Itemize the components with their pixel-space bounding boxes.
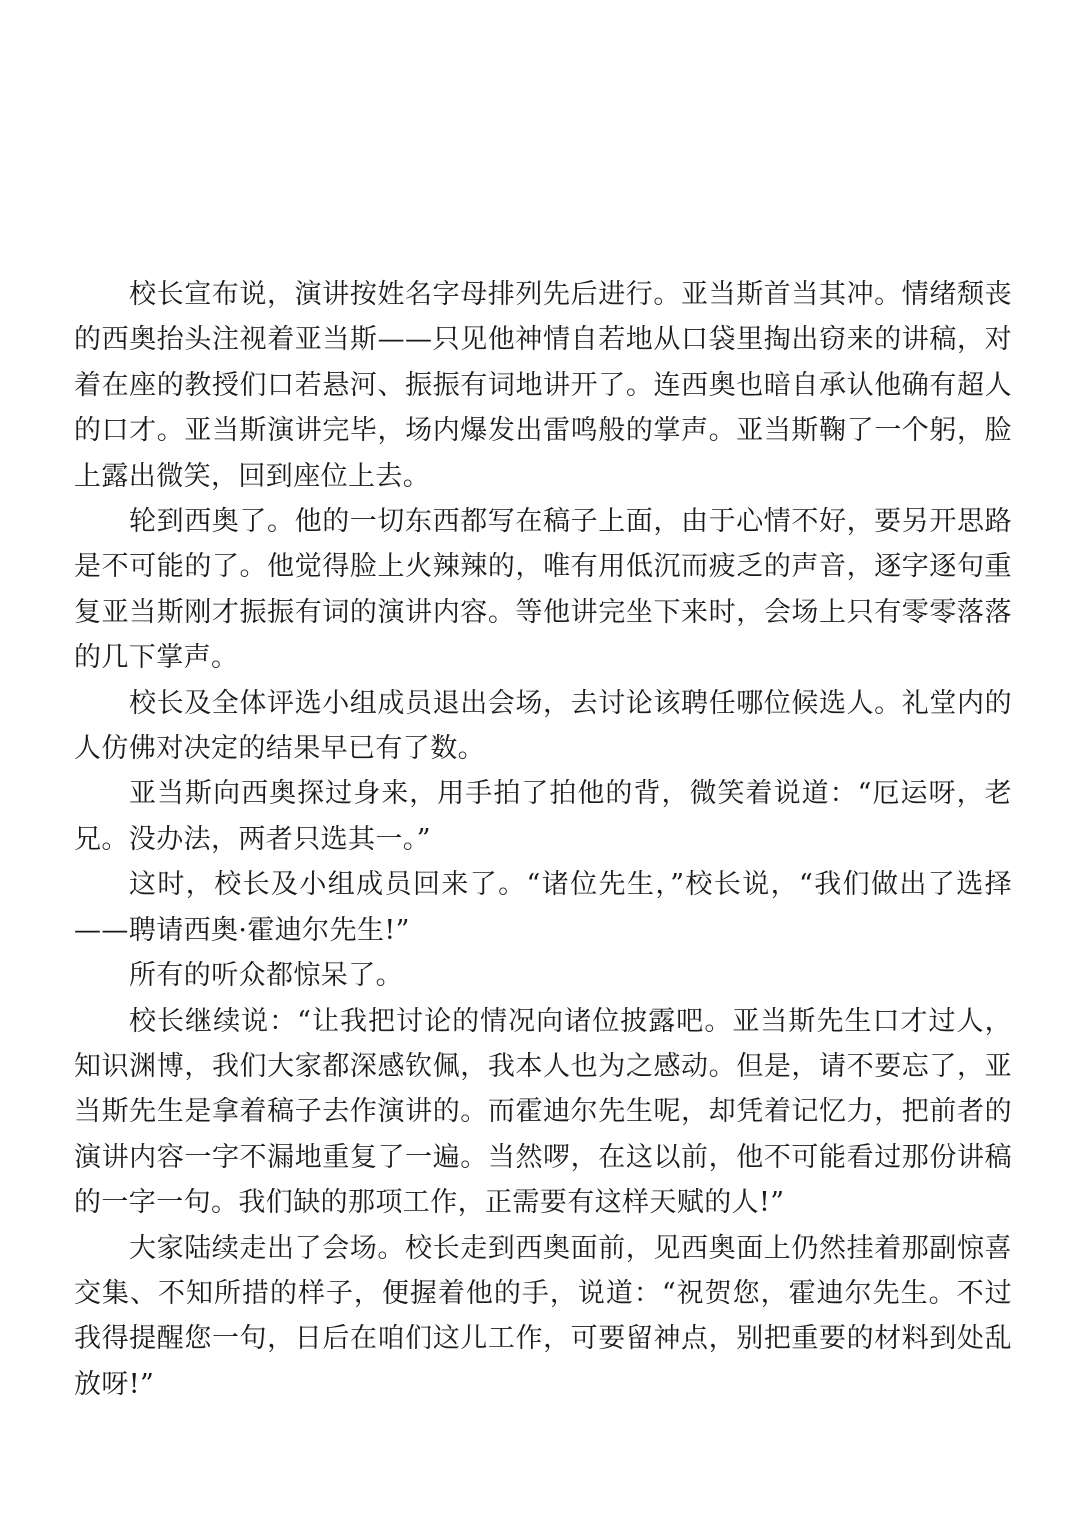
paragraph: 校长继续说：“让我把讨论的情况向诸位披露吧。亚当斯先生口才过人，知识渊博，我们大家都深感钦佩，我本人也为之感动。但是，请不要忘了，亚当斯先生是拿着稿子去作演讲的。而霍迪尔先生呢，却凭着记忆力，把前者的演讲内容一字不漏地重复了一遍。当然啰，在这以前，他不可能看过那份讲稿的一字一句。我们缺的那项工作，正需要有这样天赋的人!” (74, 1005, 1012, 1219)
document-body (74, 272, 1012, 1407)
paragraph: 校长及全体评选小组成员退出会场，去讨论该聘任哪位候选人。礼堂内的人仿佛对决定的结果早已有了数。 (74, 687, 1012, 765)
paragraph: 亚当斯向西奥探过身来，用手拍了拍他的背，微笑着说道：“厄运呀，老兄。没办法，两者只选其一。” (74, 778, 1012, 855)
paragraph: 校长宣布说，演讲按姓名字母排列先后进行。亚当斯首当其冲。情绪颓丧的西奥抬头注视着亚当斯——只见他神情自若地从口袋里掏出窃来的讲稿，对着在座的教授们口若悬河、振振有词地讲开了。连西奥也暗自承认他确有超人的口才。亚当斯演讲完毕，场内爆发出雷鸣般的掌声。亚当斯鞠了一个躬，脸上露出微笑，回到座位上去。 (74, 279, 1012, 492)
paragraph: 大家陆续走出了会场。校长走到西奥面前，见西奥面上仍然挂着那副惊喜交集、不知所措的样子，便握着他的手，说道：“祝贺您，霍迪尔先生。不过我得提醒您一句，日后在咱们这儿工作，可要留神点，别把重要的材料到处乱放呀!” (74, 1232, 1012, 1400)
paragraph: 轮到西奥了。他的一切东西都写在稿子上面，由于心情不好，要另开思路是不可能的了。他觉得脸上火辣辣的，唯有用低沉而疲乏的声音，逐字逐句重复亚当斯刚才振振有词的演讲内容。等他讲完坐下来时，会场上只有零零落落的几下掌声。 (74, 506, 1012, 674)
paragraph: 这时，校长及小组成员回来了。“诸位先生，”校长说，“我们做出了选择——聘请西奥·霍迪尔先生!” (74, 869, 1012, 946)
paragraph: 所有的听众都惊呆了。 (129, 960, 403, 992)
